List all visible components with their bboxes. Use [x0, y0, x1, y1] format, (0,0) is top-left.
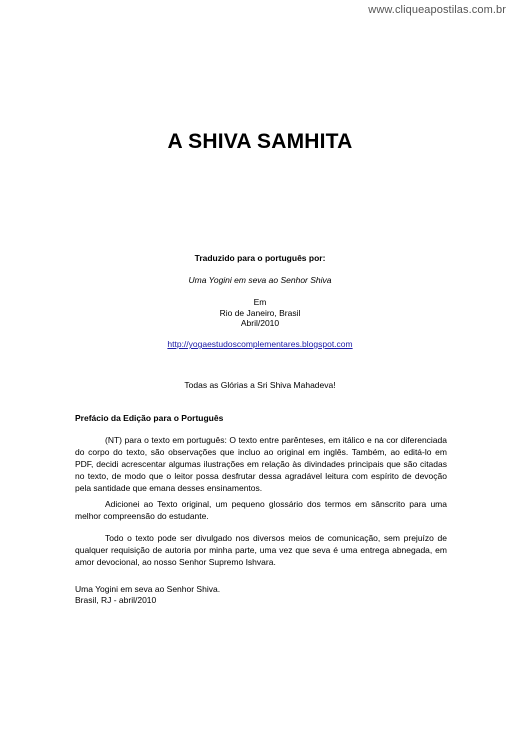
signature-line-name: Uma Yogini em seva ao Senhor Shiva.: [75, 584, 221, 594]
preface-paragraph-notes: (NT) para o texto em português: O texto entre parênteses, em itálico e na cor diferenciada do corpo do texto, são observações que incluo ao original em inglês. Também, ao editá-lo em PDF, decidi acrescentar algumas ilustrações em relação às divindades principais que são citadas no texto, de modo que o leitor possa desfrutar dessa agradável leitura com espírito de devoção pela santidade que emana desses ensinamentos.: [75, 435, 447, 493]
preface-paragraph-glossary: Adicionei ao Texto original, um pequeno glossário dos termos em sânscrito para uma melhor compreensão do estudante.: [75, 499, 447, 521]
place-line-em: Em: [253, 297, 267, 307]
place-line-date: Abril/2010: [240, 318, 280, 328]
dedication-line: Todas as Glórias a Sri Shiva Mahadeva!: [184, 380, 336, 390]
place-date-block: [0, 297, 520, 329]
place-line-city: Rio de Janeiro, Brasil: [219, 307, 301, 318]
translator-name: Uma Yogini em seva ao Senhor Shiva: [188, 275, 332, 285]
blog-link[interactable]: http://yogaestudoscomplementares.blogspot.com: [167, 339, 353, 349]
signature-line-place-date: Brasil, RJ - abril/2010: [75, 595, 157, 605]
blog-link-row: [0, 339, 520, 350]
preface-paragraph-distribution: Todo o texto pode ser divulgado nos diversos meios de comunicação, sem prejuízo de qualquer requisição de autoria por minha parte, uma vez que seva é uma entrega abnegada, em amor devocional, ao nosso Senhor Supremo Ishvara.: [75, 533, 447, 567]
page-title: A SHIVA SAMHITA: [167, 130, 353, 153]
signature-block: [75, 584, 220, 606]
preface-heading: Prefácio da Edição para o Português: [75, 413, 224, 423]
translation-credit-heading: Traduzido para o português por:: [194, 253, 326, 263]
watermark-url: www.cliqueapostilas.com.br: [368, 4, 506, 16]
